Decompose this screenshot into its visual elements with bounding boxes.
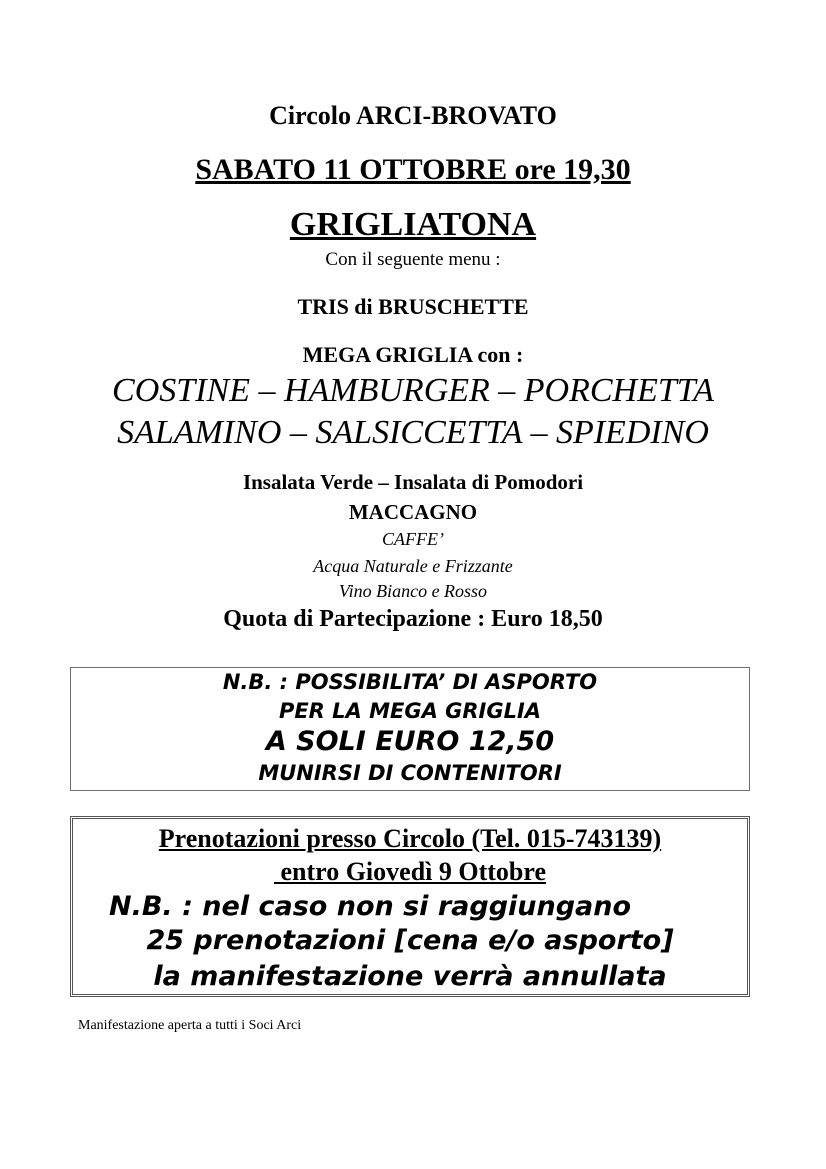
booking-warning-line-2: 25 prenotazioni [cena e/o asporto] (146, 925, 674, 956)
menu-salads: Insalata Verde – Insalata di Pomodori (242, 470, 584, 494)
menu-item-tris: TRIS di BRUSCHETTE (297, 294, 529, 319)
booking-warning-line-3: la manifestazione verrà annullata (153, 961, 667, 992)
takeaway-line-4: MUNIRSI DI CONTENITORI (258, 761, 562, 785)
event-title: GRIGLIATONA (289, 206, 537, 243)
booking-deadline: entro Giovedì 9 Ottobre (273, 857, 546, 886)
menu-wine: Vino Bianco e Rosso (338, 581, 488, 601)
menu-item-mega-griglia: MEGA GRIGLIA con : (302, 342, 524, 367)
event-date: SABATO 11 OTTOBRE ore 19,30 (195, 153, 631, 186)
participation-price: Quota di Partecipazione : Euro 18,50 (223, 606, 603, 632)
menu-meats-line-2: SALAMINO – SALSICCETTA – SPIEDINO (117, 414, 709, 451)
club-name: Circolo ARCI-BROVATO (269, 101, 557, 130)
booking-phone: Prenotazioni presso Circolo (Tel. 015-743139) (158, 824, 662, 853)
takeaway-line-1: N.B. : POSSIBILITA’ DI ASPORTO (222, 670, 598, 694)
takeaway-notice-box (70, 667, 750, 791)
takeaway-line-2: PER LA MEGA GRIGLIA (278, 699, 542, 723)
menu-meats-line-1: COSTINE – HAMBURGER – PORCHETTA (112, 372, 714, 409)
menu-cheese: MACCAGNO (348, 500, 478, 524)
takeaway-price: A SOLI EURO 12,50 (265, 726, 555, 757)
menu-intro: Con il seguente menu : (325, 249, 501, 270)
menu-coffee: CAFFE’ (382, 529, 444, 549)
footer-note: Manifestazione aperta a tutti i Soci Arci (78, 1018, 302, 1033)
booking-warning-line-1: N.B. : nel caso non si raggiungano (109, 891, 632, 922)
booking-notice-box (70, 816, 750, 997)
menu-water: Acqua Naturale e Frizzante (313, 556, 513, 576)
